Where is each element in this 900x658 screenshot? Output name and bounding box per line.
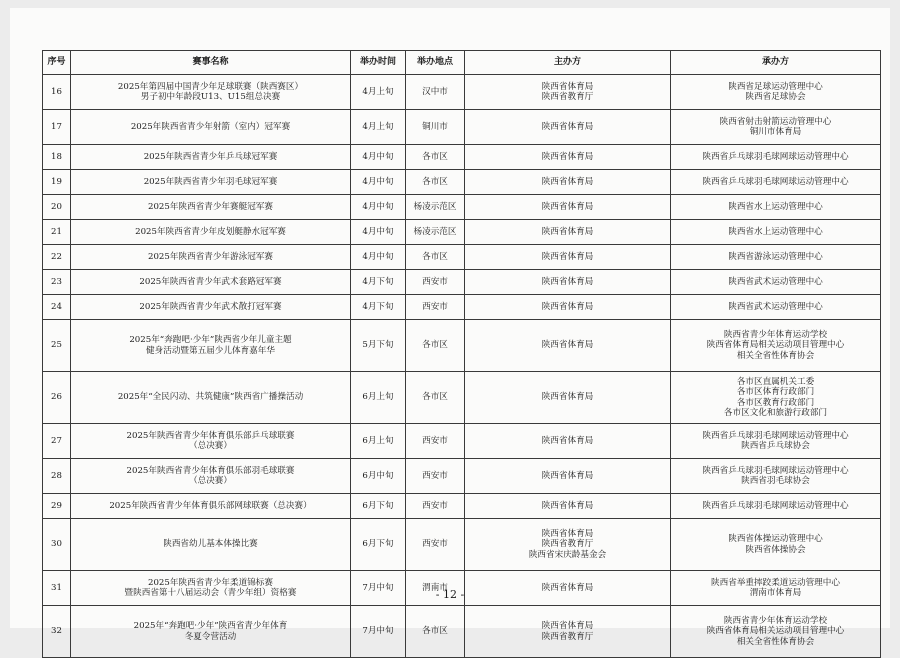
- cell-event-name-line: 暨陕西省第十八届运动会（青少年组）资格赛: [124, 588, 297, 598]
- cell-host: [465, 320, 671, 372]
- cell-host: [465, 372, 671, 424]
- cell-host: [465, 494, 671, 519]
- cell-event-name-line: 2025年“奔跑吧·少年”陕西省青少年体育: [133, 621, 288, 632]
- cell-organizer: [671, 320, 881, 372]
- cell-event-name-line: 2025年陕西省青少年赛艇冠军赛: [148, 201, 273, 212]
- cell-host: [465, 75, 671, 110]
- cell-event-name-line: 2025年“奔跑吧·少年”陕西省少年儿童主题: [129, 335, 292, 346]
- cell-event-name-line: 2025年第四届中国青少年足球联赛（陕西赛区）: [117, 81, 304, 92]
- cell-organizer-line: 陕西省举重摔跤柔道运动管理中心: [711, 577, 840, 588]
- cell-host-line: 陕西省教育厅: [541, 92, 594, 102]
- cell-event-name: [71, 519, 351, 571]
- cell-place: 各市区: [406, 606, 465, 658]
- cell-host-line: 陕西省体育局: [541, 251, 594, 262]
- cell-place: 各市区: [406, 372, 465, 424]
- cell-event-name-line: （总决赛）: [189, 476, 232, 486]
- table-row: [43, 424, 881, 459]
- cell-organizer-line: 渭南市体育局: [749, 588, 802, 598]
- cell-organizer-line: 陕西省足球协会: [745, 92, 806, 102]
- cell-seq: 19: [43, 170, 71, 195]
- cell-event-name-line: 2025年陕西省青少年体育俱乐部羽毛球联赛: [126, 465, 295, 476]
- table-row: [43, 372, 881, 424]
- cell-event-name: [71, 220, 351, 245]
- cell-organizer-line: 陕西省乒乓球协会: [741, 441, 810, 451]
- cell-host-line: 陕西省体育局: [541, 201, 594, 212]
- header-event-name: 赛事名称: [71, 51, 351, 75]
- cell-host: [465, 519, 671, 571]
- page-number: - 12 -: [435, 588, 465, 601]
- cell-place: 各市区: [406, 170, 465, 195]
- table-row: [43, 170, 881, 195]
- cell-host-line: 陕西省体育局: [541, 81, 594, 92]
- cell-organizer: [671, 459, 881, 494]
- cell-organizer-line: 陕西省武术运动管理中心: [728, 301, 823, 312]
- cell-host-line: 陕西省体育局: [541, 340, 594, 351]
- cell-event-name: [71, 372, 351, 424]
- header-host: 主办方: [465, 51, 671, 75]
- cell-event-name-line: 2025年陕西省青少年体育俱乐部网球联赛（总决赛）: [109, 500, 312, 511]
- header-place: 举办地点: [406, 51, 465, 75]
- cell-organizer: [671, 295, 881, 320]
- cell-organizer: [671, 372, 881, 424]
- cell-place: 西安市: [406, 424, 465, 459]
- cell-place: 铜川市: [406, 110, 465, 145]
- cell-organizer-line: 陕西省射击射箭运动管理中心: [719, 116, 832, 127]
- cell-host-line: 陕西省体育局: [541, 276, 594, 287]
- cell-time: 4月中旬: [351, 220, 406, 245]
- cell-host-line: 陕西省体育局: [541, 528, 594, 539]
- cell-host-line: 陕西省体育局: [541, 226, 594, 237]
- table-row: [43, 220, 881, 245]
- table-row: [43, 195, 881, 220]
- cell-event-name: [71, 459, 351, 494]
- cell-event-name: [71, 195, 351, 220]
- cell-seq: 20: [43, 195, 71, 220]
- cell-event-name-line: 2025年陕西省青少年武术套路冠军赛: [139, 276, 282, 287]
- document-page: [10, 8, 890, 647]
- cell-seq: 24: [43, 295, 71, 320]
- cell-place: 各市区: [406, 145, 465, 170]
- cell-organizer: [671, 424, 881, 459]
- cell-event-name-line: 2025年陕西省青少年羽毛球冠军赛: [143, 176, 278, 187]
- cell-host: [465, 220, 671, 245]
- cell-time: 4月中旬: [351, 245, 406, 270]
- cell-place: 西安市: [406, 519, 465, 571]
- cell-event-name: [71, 320, 351, 372]
- cell-event-name: [71, 270, 351, 295]
- cell-organizer: [671, 270, 881, 295]
- cell-event-name: [71, 494, 351, 519]
- table-row: [43, 494, 881, 519]
- table-row: [43, 270, 881, 295]
- cell-organizer: [671, 494, 881, 519]
- cell-time: 6月下旬: [351, 519, 406, 571]
- cell-organizer-line: 陕西省羽毛球协会: [741, 476, 810, 486]
- cell-organizer-line: 陕西省青少年体育运动学校: [723, 329, 828, 340]
- cell-organizer: [671, 75, 881, 110]
- cell-seq: 27: [43, 424, 71, 459]
- table-row: [43, 295, 881, 320]
- cell-place: 西安市: [406, 270, 465, 295]
- cell-organizer-line: 陕西省水上运动管理中心: [728, 226, 823, 237]
- cell-organizer-line: 铜川市体育局: [749, 127, 802, 137]
- table-row: [43, 75, 881, 110]
- cell-seq: 23: [43, 270, 71, 295]
- cell-organizer-line: 各市区文化和旅游行政部门: [723, 407, 828, 418]
- cell-event-name-line: 2025年陕西省青少年游泳冠军赛: [148, 251, 273, 262]
- cell-time: 4月中旬: [351, 195, 406, 220]
- cell-time: 6月上旬: [351, 372, 406, 424]
- cell-host: [465, 459, 671, 494]
- cell-time: 4月上旬: [351, 110, 406, 145]
- cell-organizer-line: 陕西省武术运动管理中心: [728, 276, 823, 287]
- cell-host-line: 陕西省体育局: [541, 582, 594, 593]
- cell-organizer-line: 陕西省游泳运动管理中心: [728, 251, 823, 262]
- cell-seq: 25: [43, 320, 71, 372]
- cell-organizer-line: 陕西省青少年体育运动学校: [723, 615, 828, 626]
- cell-place: 西安市: [406, 494, 465, 519]
- cell-host: [465, 424, 671, 459]
- cell-seq: 17: [43, 110, 71, 145]
- cell-organizer-line: 陕西省体操运动管理中心: [728, 534, 823, 545]
- cell-seq: 18: [43, 145, 71, 170]
- cell-host-line: 陕西省体育局: [541, 500, 594, 511]
- cell-event-name: [71, 170, 351, 195]
- cell-host-line: 陕西省体育局: [541, 470, 594, 481]
- cell-organizer-line: 陕西省乒乓球羽毛球网球运动管理中心: [702, 430, 849, 441]
- cell-host: [465, 195, 671, 220]
- event-schedule-table: [42, 50, 881, 658]
- cell-organizer-line: 各市区直属机关工委: [736, 376, 815, 387]
- cell-host: [465, 270, 671, 295]
- cell-event-name-line: 2025年陕西省青少年乒乓球冠军赛: [143, 151, 278, 162]
- table-row: [43, 519, 881, 571]
- cell-host-line: 陕西省宋庆龄基金会: [528, 549, 607, 560]
- cell-organizer-line: 陕西省足球运动管理中心: [728, 81, 823, 92]
- cell-time: 6月上旬: [351, 424, 406, 459]
- cell-host: [465, 110, 671, 145]
- cell-time: 4月上旬: [351, 75, 406, 110]
- table-row: [43, 606, 881, 658]
- table-body: [43, 75, 881, 658]
- cell-seq: 16: [43, 75, 71, 110]
- cell-time: 4月下旬: [351, 295, 406, 320]
- cell-event-name: [71, 424, 351, 459]
- cell-event-name-line: 2025年陕西省青少年柔道锦标赛: [148, 577, 273, 588]
- cell-seq: 30: [43, 519, 71, 571]
- cell-seq: 31: [43, 571, 71, 606]
- cell-host-line: 陕西省体育局: [541, 176, 594, 187]
- cell-place: 各市区: [406, 320, 465, 372]
- cell-event-name: [71, 245, 351, 270]
- header-seq: 序号: [43, 51, 71, 75]
- cell-organizer-line: 陕西省体育局相关运动项目管理中心: [706, 626, 845, 637]
- cell-organizer-line: 陕西省体操协会: [745, 544, 806, 555]
- cell-organizer: [671, 220, 881, 245]
- cell-organizer-line: 相关全省性体育协会: [736, 636, 815, 647]
- cell-host: [465, 606, 671, 658]
- cell-host: [465, 145, 671, 170]
- cell-host: [465, 170, 671, 195]
- cell-time: 4月中旬: [351, 145, 406, 170]
- table-row: [43, 110, 881, 145]
- cell-organizer-line: 陕西省乒乓球羽毛球网球运动管理中心: [702, 465, 849, 476]
- cell-time: 7月中旬: [351, 606, 406, 658]
- cell-organizer-line: 陕西省乒乓球羽毛球网球运动管理中心: [702, 176, 849, 187]
- cell-organizer: [671, 519, 881, 571]
- cell-organizer-line: 陕西省水上运动管理中心: [728, 201, 823, 212]
- cell-organizer-line: 各市区体育行政部门: [736, 387, 815, 398]
- cell-event-name-line: 2025年陕西省青少年射箭（室内）冠军赛: [130, 121, 291, 132]
- cell-event-name: [71, 145, 351, 170]
- cell-time: 4月下旬: [351, 270, 406, 295]
- cell-event-name: [71, 110, 351, 145]
- cell-place: 西安市: [406, 459, 465, 494]
- cell-event-name-line: 健身活动暨第五届少儿体育嘉年华: [146, 345, 275, 356]
- cell-seq: 26: [43, 372, 71, 424]
- header-organizer: 承办方: [671, 51, 881, 75]
- cell-event-name-line: （总决赛）: [189, 441, 232, 451]
- cell-event-name-line: 男子初中年龄段U13、U15组总决赛: [140, 92, 281, 102]
- cell-time: 7月中旬: [351, 571, 406, 606]
- cell-organizer: [671, 110, 881, 145]
- cell-seq: 28: [43, 459, 71, 494]
- cell-event-name-line: 2025年“全民闪动、共筑健康”陕西省广播操活动: [117, 392, 304, 403]
- cell-event-name: [71, 295, 351, 320]
- cell-host-line: 陕西省体育局: [541, 392, 594, 403]
- cell-time: 6月中旬: [351, 459, 406, 494]
- cell-event-name: [71, 606, 351, 658]
- cell-seq: 22: [43, 245, 71, 270]
- cell-time: 4月中旬: [351, 170, 406, 195]
- cell-time: 5月下旬: [351, 320, 406, 372]
- table-row: [43, 320, 881, 372]
- table-header-row: [43, 51, 881, 75]
- cell-organizer-line: 陕西省乒乓球羽毛球网球运动管理中心: [702, 500, 849, 511]
- cell-organizer-line: 相关全省性体育协会: [736, 350, 815, 361]
- cell-seq: 32: [43, 606, 71, 658]
- cell-event-name-line: 陕西省幼儿基本体操比赛: [163, 539, 258, 550]
- cell-place: 各市区: [406, 245, 465, 270]
- cell-place: 杨凌示范区: [406, 195, 465, 220]
- cell-host-line: 陕西省教育厅: [541, 631, 594, 642]
- cell-organizer: [671, 145, 881, 170]
- cell-time: 6月下旬: [351, 494, 406, 519]
- cell-event-name-line: 2025年陕西省青少年武术散打冠军赛: [139, 301, 282, 312]
- cell-host: [465, 245, 671, 270]
- cell-event-name: [71, 75, 351, 110]
- cell-organizer: [671, 606, 881, 658]
- cell-organizer-line: 陕西省体育局相关运动项目管理中心: [706, 340, 845, 351]
- table-row: [43, 145, 881, 170]
- cell-host-line: 陕西省教育厅: [541, 539, 594, 550]
- cell-place: 西安市: [406, 295, 465, 320]
- cell-event-name-line: 2025年陕西省青少年皮划艇静水冠军赛: [135, 226, 286, 237]
- cell-organizer-line: 陕西省乒乓球羽毛球网球运动管理中心: [702, 151, 849, 162]
- table-row: [43, 245, 881, 270]
- cell-organizer: [671, 195, 881, 220]
- cell-host-line: 陕西省体育局: [541, 121, 594, 132]
- cell-place: 汉中市: [406, 75, 465, 110]
- table-row: [43, 459, 881, 494]
- cell-organizer: [671, 245, 881, 270]
- cell-host: [465, 295, 671, 320]
- header-time: 举办时间: [351, 51, 406, 75]
- cell-host-line: 陕西省体育局: [541, 151, 594, 162]
- cell-organizer: [671, 170, 881, 195]
- cell-place: 渭南市: [406, 571, 465, 606]
- cell-place: 杨凌示范区: [406, 220, 465, 245]
- cell-host-line: 陕西省体育局: [541, 435, 594, 446]
- cell-seq: 21: [43, 220, 71, 245]
- cell-host-line: 陕西省体育局: [541, 301, 594, 312]
- cell-seq: 29: [43, 494, 71, 519]
- cell-host-line: 陕西省体育局: [541, 621, 594, 632]
- cell-event-name-line: 2025年陕西省青少年体育俱乐部乒乓球联赛: [126, 430, 295, 441]
- cell-event-name-line: 冬夏令营活动: [184, 631, 237, 642]
- cell-organizer-line: 各市区教育行政部门: [736, 397, 815, 408]
